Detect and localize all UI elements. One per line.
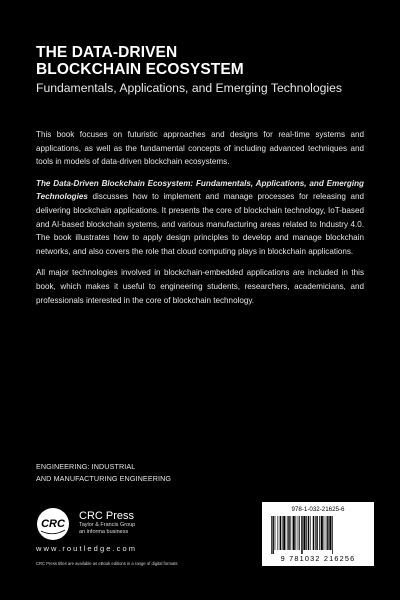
barcode-bar xyxy=(329,516,331,550)
barcode-bar xyxy=(313,516,314,550)
barcode-bar xyxy=(277,516,278,550)
barcode-bar xyxy=(315,516,316,550)
barcode-bar xyxy=(271,516,272,554)
barcode-bar xyxy=(282,516,283,550)
description-paragraph-1: This book focuses on futuristic approaches and designs for real-time systems and applications, as well as the fundamental concepts of including advanced techniques and tools in models of data-driven blockchain ecosystems. xyxy=(36,130,364,167)
barcode-bar xyxy=(290,516,291,550)
barcode-bar xyxy=(308,516,309,550)
description-paragraph-3: All major technologies involved in blockchain-embedded applications are included in this book, which makes it useful to engineering students, researchers, academicians, and professionals interested in the core of blockchain technology. xyxy=(36,268,364,305)
book-title-emphasis: The Data-Driven Blockchain Ecosystem: Fundamentals, Applications, and Emerging Technologies xyxy=(36,178,364,202)
publisher-name: CRC Press xyxy=(79,510,135,522)
description-paragraph-2 xyxy=(36,177,364,259)
category-line-2: AND MANUFACTURING ENGINEERING xyxy=(36,474,172,483)
barcode-bar xyxy=(306,516,307,550)
barcode-bar xyxy=(301,516,302,554)
crc-logo-text: CRC xyxy=(41,518,65,530)
category-line-1: ENGINEERING: INDUSTRIAL xyxy=(36,462,136,471)
book-title-line-2: BLOCKCHAIN ECOSYSTEM xyxy=(36,61,244,78)
barcode-bar xyxy=(299,516,300,550)
barcode-bar xyxy=(303,516,305,550)
barcode-bar xyxy=(283,516,285,550)
title-block xyxy=(36,44,376,96)
barcode-bar xyxy=(293,516,295,550)
barcode-bar xyxy=(298,516,299,550)
barcode-bar xyxy=(275,516,276,550)
publisher-info xyxy=(79,510,135,536)
book-subtitle: Fundamentals, Applications, and Emerging Technologies xyxy=(36,81,343,95)
subject-category xyxy=(36,461,171,485)
barcode-bar xyxy=(327,516,328,550)
barcode-bar xyxy=(287,516,288,550)
barcode-bar xyxy=(310,516,311,550)
publisher-group: Taylor & Francis Group xyxy=(79,522,136,528)
ebook-note: CRC Press titles are available as eBook editions in a range of digital formats xyxy=(36,561,178,566)
crc-press-logo-icon xyxy=(36,507,70,541)
isbn-number-top: 978-1-032-21625-6 xyxy=(291,506,345,513)
publisher-business: an informa business xyxy=(79,529,129,535)
barcode-bar xyxy=(321,516,323,550)
book-description xyxy=(36,128,364,315)
description-paragraph-2-text: discusses how to implement and manage processes for releasing and delivering blockchain applications. It presents the core of blockchain technology, IoT-based and AI-based blockchain systems, and various manufacturing areas related to Industry 4.0. The book illustrates how to apply design principles to develop and manage blockchain networks, and also covers the role that cloud computing plays in blockchain applications. xyxy=(36,192,364,256)
barcode-bar xyxy=(319,516,320,550)
barcode-icon xyxy=(271,516,365,554)
barcode-bar xyxy=(272,516,273,554)
book-title-line-1: THE DATA-DRIVEN xyxy=(36,44,178,61)
barcode-bar xyxy=(295,516,296,550)
barcode-bar xyxy=(332,516,333,554)
isbn-number-bottom: 9 781032 216256 xyxy=(280,554,356,563)
publisher-website: www.routledge.com xyxy=(36,544,138,553)
barcode-bar xyxy=(324,516,325,550)
barcode-bar xyxy=(288,516,289,550)
barcode-bar xyxy=(316,516,317,550)
isbn-barcode xyxy=(262,502,374,566)
barcode-bar xyxy=(280,516,281,550)
barcode-bar xyxy=(326,516,327,550)
